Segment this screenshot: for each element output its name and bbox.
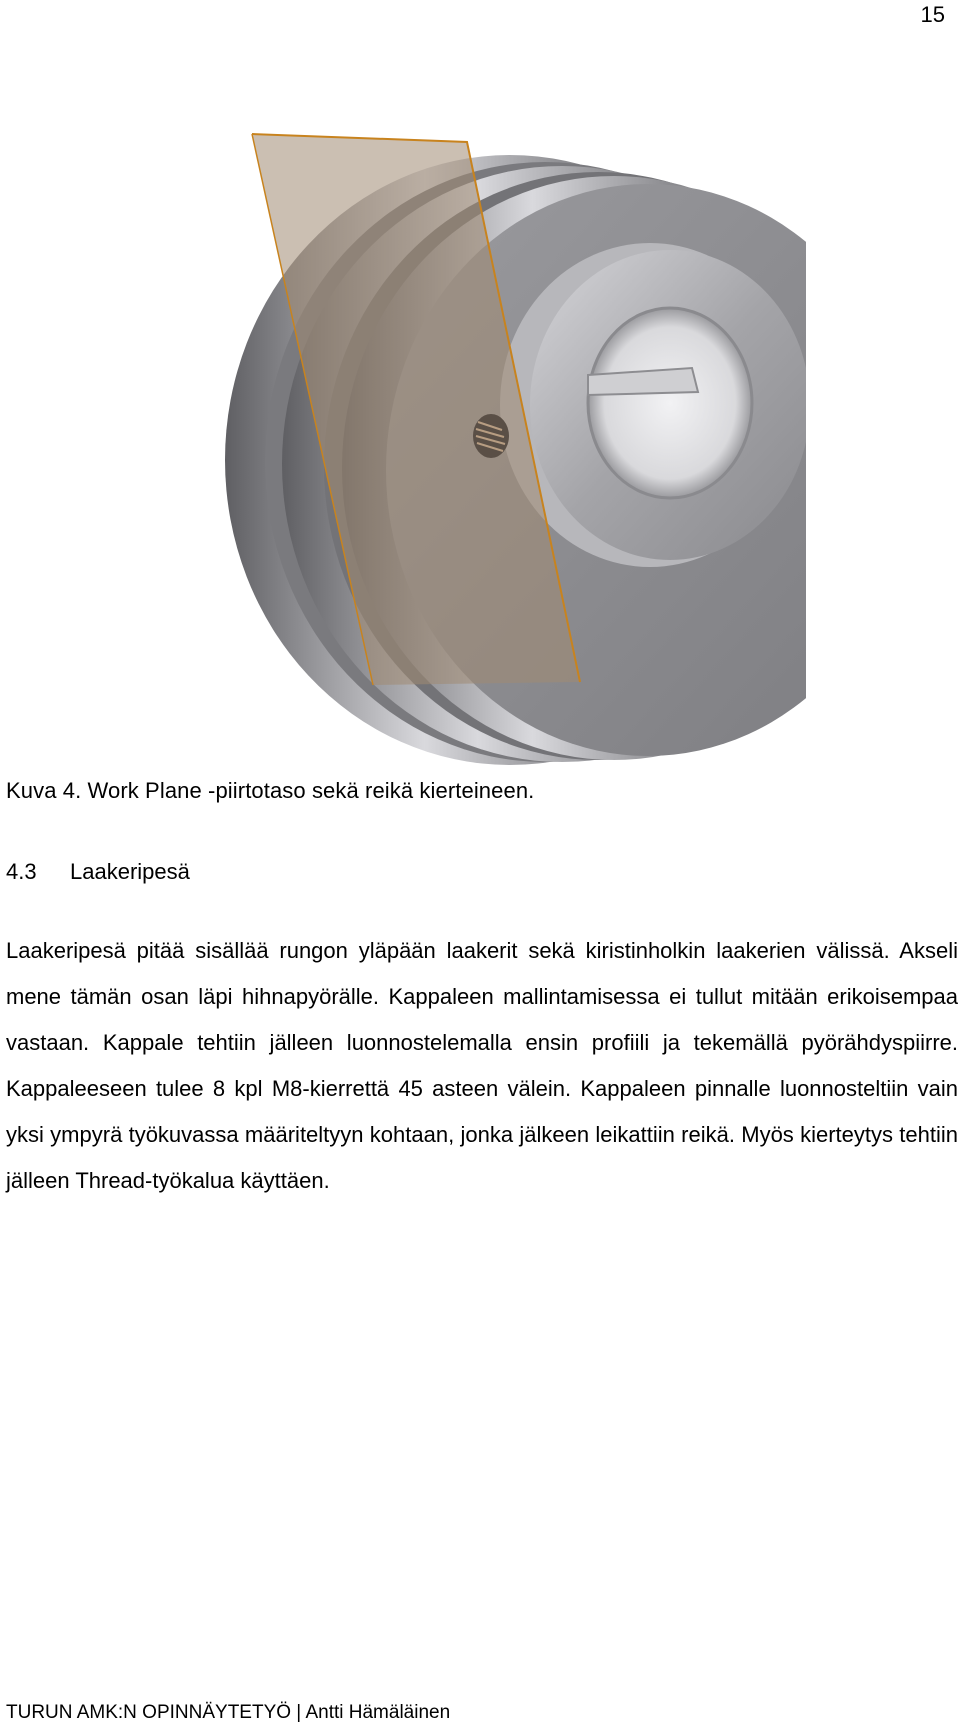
section-title: Laakeripesä xyxy=(70,859,190,884)
shaft-bore xyxy=(588,308,752,498)
pulley-work-plane-illustration xyxy=(210,120,812,770)
figure-caption: Kuva 4. Work Plane -piirtotaso sekä reikä kierteineen. xyxy=(6,778,535,803)
page-number: 15 xyxy=(920,2,945,27)
figure-3d-model xyxy=(210,120,812,770)
section-heading xyxy=(6,859,190,885)
page-footer: TURUN AMK:N OPINNÄYTETYÖ | Antti Hämäläinen xyxy=(6,1702,451,1723)
section-number: 4.3 xyxy=(6,859,37,884)
body-paragraph: Laakeripesä pitää sisällää rungon yläpään laakerit sekä kiristinholkin laakerien välissä. Akseli mene tämän osan läpi hihnapyörälle. Kappaleen mallintamisessa ei tullut mitään erikoisempaa vastaan. Kappale tehtiin jälleen luonnostelemalla ensin profiili ja tekemällä pyörähdyspiirre. Kappaleeseen tulee 8 kpl M8-kierrettä 45 asteen välein. Kappaleen pinnalle luonnosteltiin vain yksi ympyrä työkuvassa määriteltyyn kohtaan, jonka jälkeen leikattiin reikä. Myös kierteytys tehtiin jälleen Thread-työkalua käyttäen. xyxy=(6,938,958,1193)
